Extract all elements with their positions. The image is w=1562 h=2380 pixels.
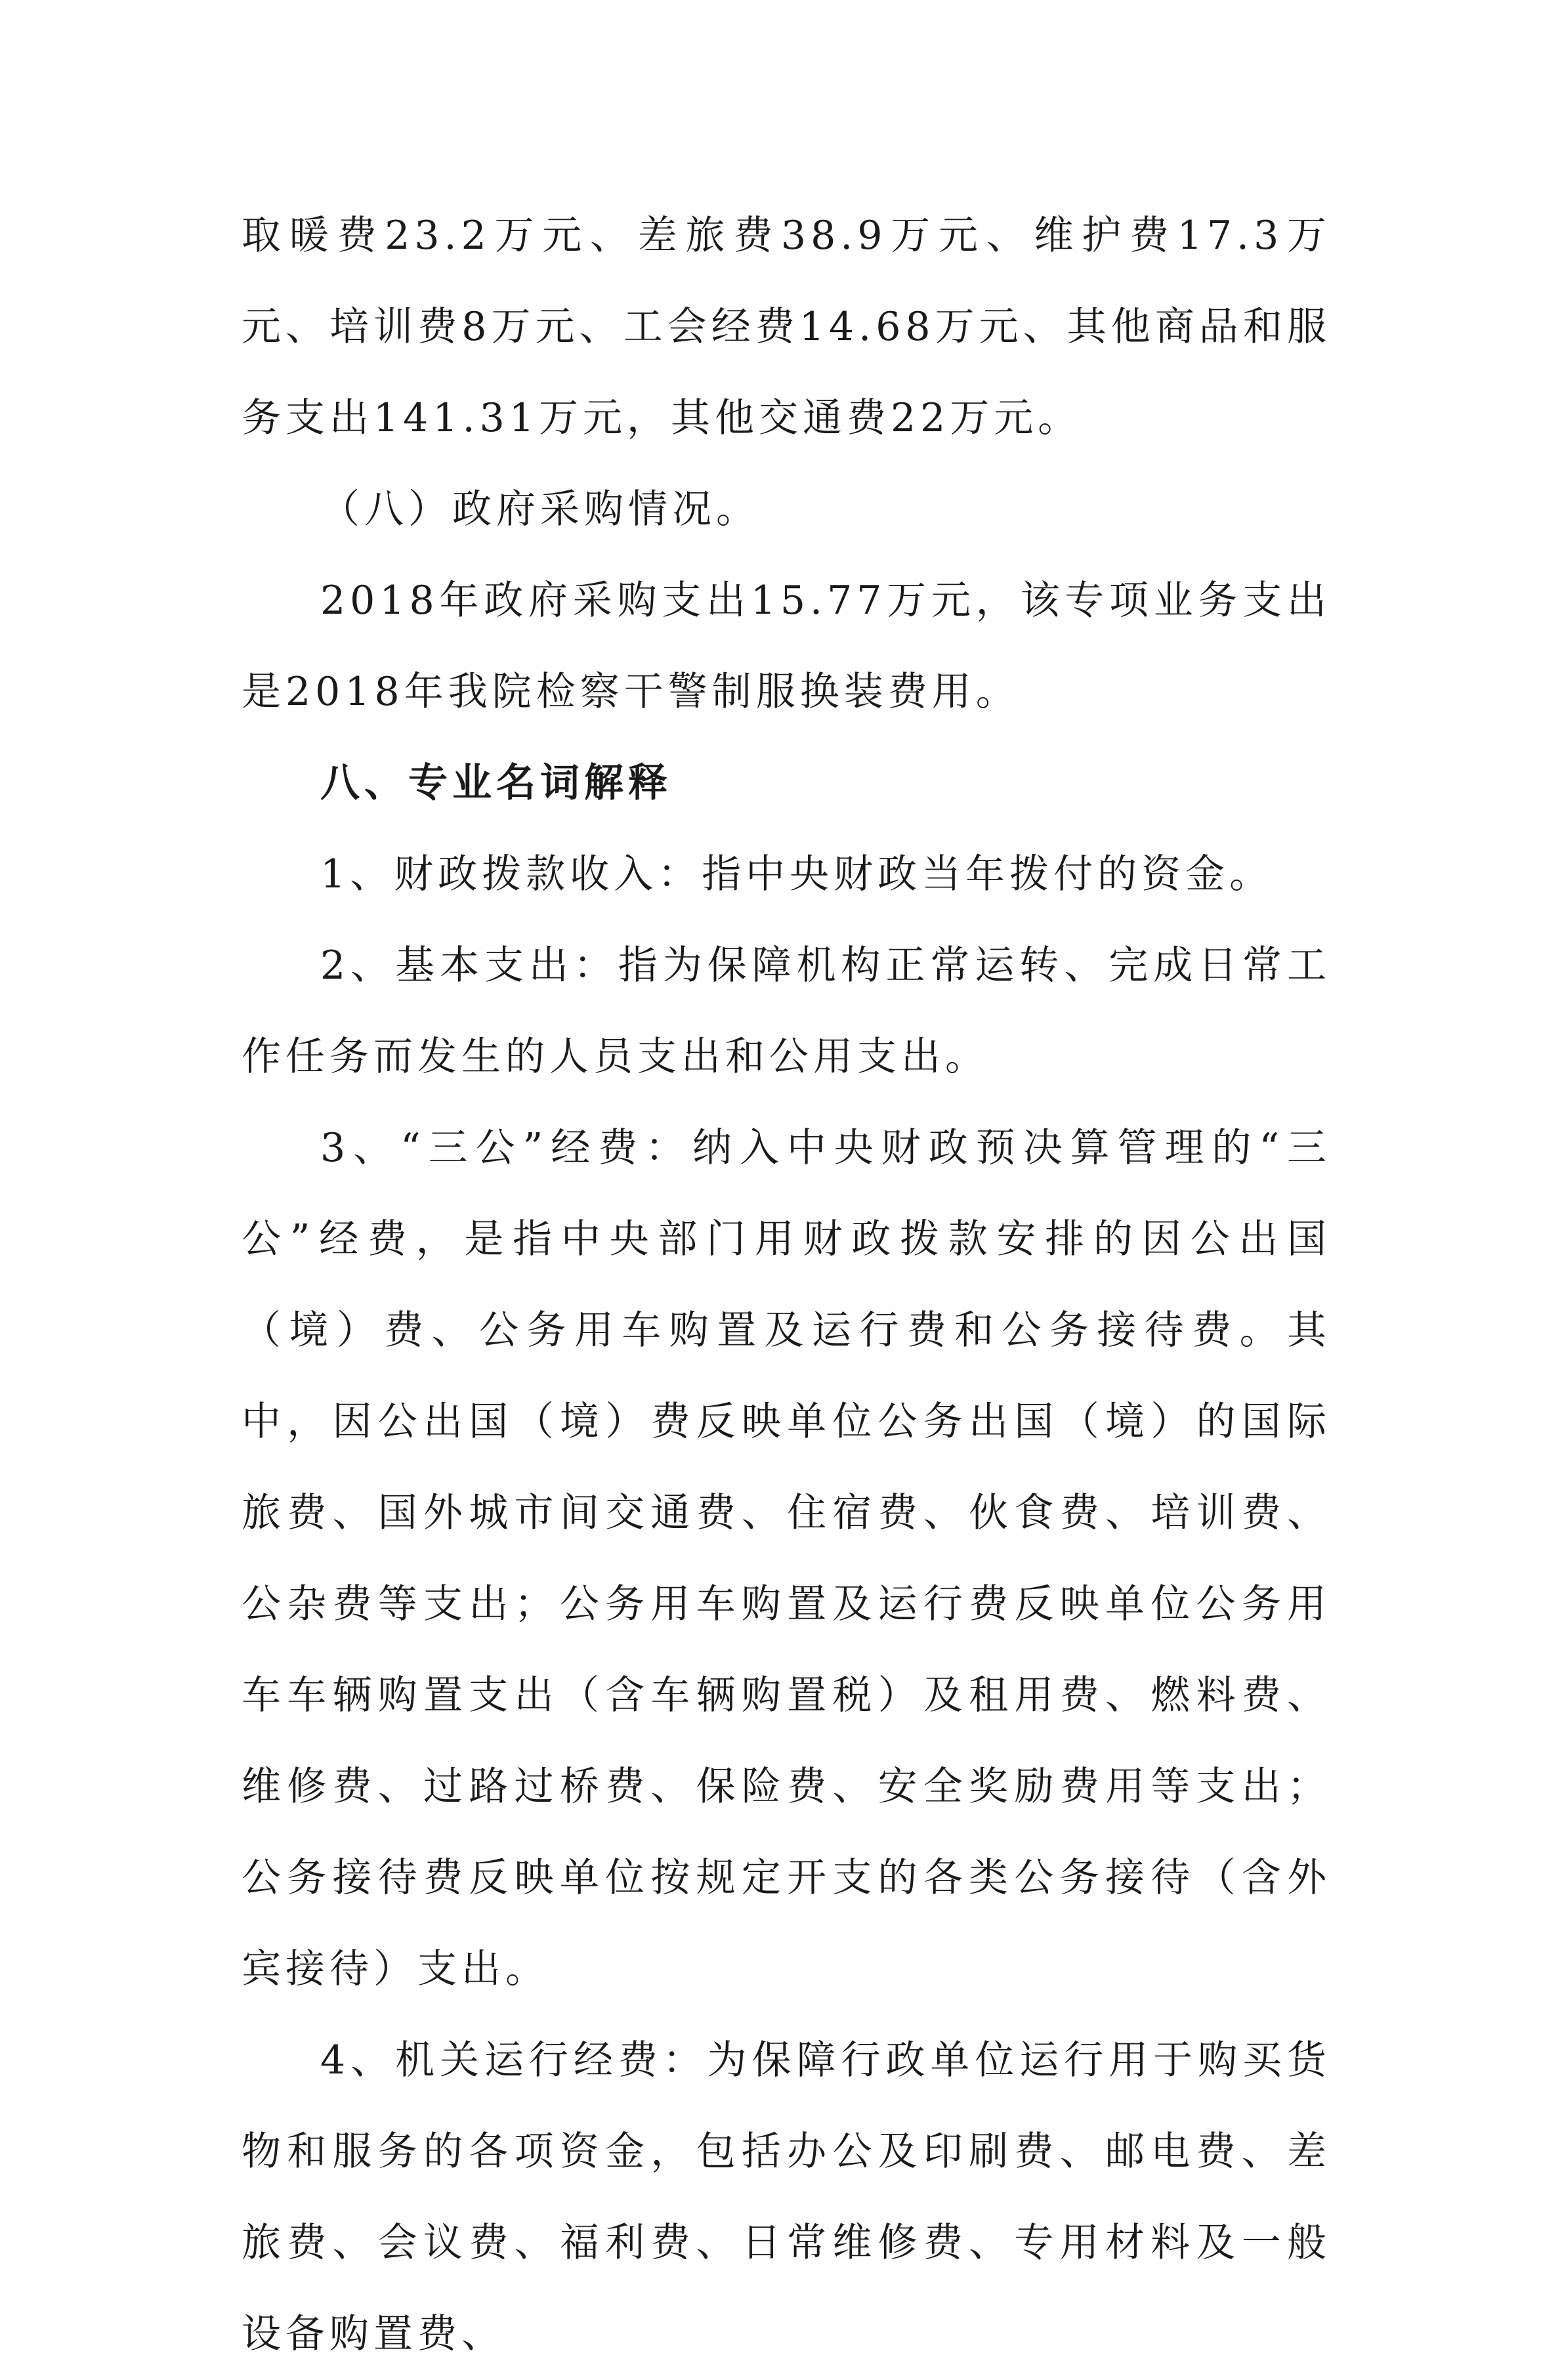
- section-heading-terminology: 八、专业名词解释: [320, 760, 672, 806]
- paragraph-expense-items: 取暖费23.2万元、差旅费38.9万元、维护费17.3万元、培训费8万元、工会经费14.68万元、其他商品和服务支出141.31万元，其他交通费22万元。: [242, 213, 1331, 441]
- paragraph-term-basic-expenditure: 2、基本支出：指为保障机构正常运转、完成日常工作任务而发生的人员支出和公用支出。: [242, 943, 1331, 1080]
- paragraph-procurement-detail: 2018年政府采购支出15.77万元，该专项业务支出是2018年我院检察干警制服换装费用。: [242, 578, 1331, 715]
- paragraph-term-fiscal-appropriation: 1、财政拨款收入：指中央财政当年拨付的资金。: [320, 851, 1274, 897]
- document-body: [242, 190, 1331, 2380]
- paragraph-term-three-public-expenses: 3、“三公”经费：纳入中央财政预决算管理的“三公”经费，是指中央部门用财政拨款安排的因公出国（境）费、公务用车购置及运行费和公务接待费。其中，因公出国（境）费反映单位公务出国（境）的国际旅费、国外城市间交通费、住宿费、伙食费、培训费、公杂费等支出；公务用车购置及运行费反映单位公务用车车辆购置支出（含车辆购置税）及租用费、燃料费、维修费、过路过桥费、保险费、安全奖励费用等支出；公务接待费反映单位按规定开支的各类公务接待（含外宾接待）支出。: [242, 1125, 1331, 1992]
- paragraph-term-operating-expenses: 4、机关运行经费：为保障行政单位运行用于购买货物和服务的各项资金，包括办公及印刷费、邮电费、差旅费、会议费、福利费、日常维修费、专用材料及一般设备购置费、: [242, 2037, 1331, 2357]
- subheading-government-procurement: （八）政府采购情况。: [320, 486, 760, 532]
